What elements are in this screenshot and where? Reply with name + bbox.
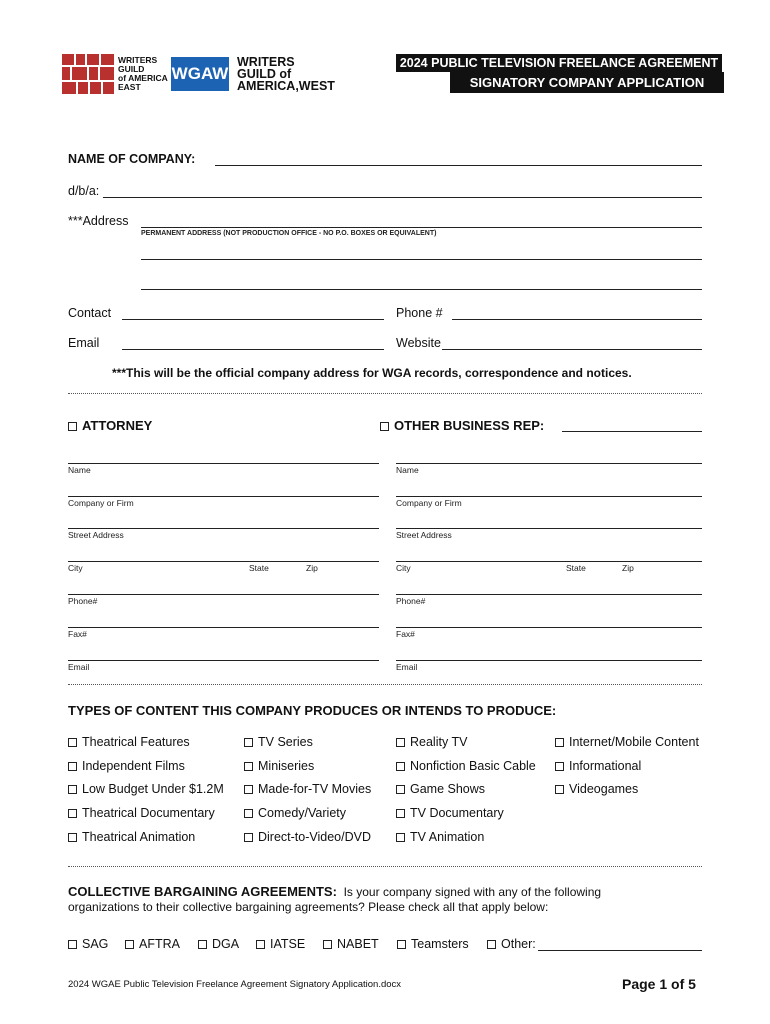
dba-field[interactable]: [103, 197, 702, 198]
content-option[interactable]: Made-for-TV Movies: [244, 782, 371, 796]
email-label: Email: [68, 336, 100, 350]
rep-state-label: State: [566, 563, 586, 573]
content-option[interactable]: Videogames: [555, 782, 638, 796]
attorney-fax-label: Fax#: [68, 629, 87, 639]
rep-firm-field[interactable]: [396, 496, 702, 497]
checkbox-icon[interactable]: [555, 785, 564, 794]
rep-email-field[interactable]: [396, 660, 702, 661]
rep-name-field[interactable]: [396, 463, 702, 464]
attorney-firm-label: Company or Firm: [68, 498, 134, 508]
wgaw-logo-text: WRITERS GUILD of AMERICA,WEST: [237, 55, 335, 93]
cba-option-nabet[interactable]: NABET: [323, 937, 379, 951]
content-option[interactable]: Internet/Mobile Content: [555, 735, 699, 749]
address-note: PERMANENT ADDRESS (NOT PRODUCTION OFFICE - NO P.O. BOXES OR EQUIVALENT): [141, 230, 437, 237]
wgae-logo-text: WRITERS GUILD of AMERICA EAST: [118, 55, 168, 92]
content-option[interactable]: TV Animation: [396, 830, 484, 844]
checkbox-icon[interactable]: [68, 940, 77, 949]
checkbox-icon[interactable]: [323, 940, 332, 949]
checkbox-icon[interactable]: [198, 940, 207, 949]
divider: [68, 684, 702, 685]
attorney-heading: ATTORNEY: [68, 418, 152, 433]
checkbox-icon[interactable]: [244, 738, 253, 747]
contact-label: Contact: [68, 306, 112, 320]
checkbox-icon[interactable]: [125, 940, 134, 949]
wgaw-logo-badge: WGAW: [171, 57, 229, 91]
address-field-2[interactable]: [141, 259, 702, 260]
checkbox-icon[interactable]: [244, 809, 253, 818]
content-option[interactable]: Reality TV: [396, 735, 467, 749]
rep-city-field[interactable]: [396, 561, 702, 562]
content-option[interactable]: TV Series: [244, 735, 313, 749]
rep-city-label: City: [396, 563, 411, 573]
attorney-street-field[interactable]: [68, 528, 379, 529]
content-option[interactable]: Low Budget Under $1.2M: [68, 782, 224, 796]
content-option[interactable]: Miniseries: [244, 759, 314, 773]
content-option[interactable]: Comedy/Variety: [244, 806, 346, 820]
phone-label: Phone #: [396, 306, 443, 320]
attorney-name-label: Name: [68, 465, 91, 475]
content-option[interactable]: Theatrical Documentary: [68, 806, 215, 820]
checkbox-icon[interactable]: [396, 738, 405, 747]
attorney-checkbox[interactable]: [68, 422, 77, 431]
title-line-2: SIGNATORY COMPANY APPLICATION: [450, 72, 724, 93]
content-types-heading: TYPES OF CONTENT THIS COMPANY PRODUCES OR INTENDS TO PRODUCE:: [68, 703, 557, 718]
rep-phone-field[interactable]: [396, 594, 702, 595]
company-name-field[interactable]: [215, 165, 702, 166]
attorney-city-label: City: [68, 563, 83, 573]
content-option[interactable]: Game Shows: [396, 782, 485, 796]
attorney-firm-field[interactable]: [68, 496, 379, 497]
attorney-phone-label: Phone#: [68, 596, 98, 606]
cba-option-teamsters[interactable]: Teamsters: [397, 937, 469, 951]
checkbox-icon[interactable]: [68, 785, 77, 794]
checkbox-icon[interactable]: [68, 738, 77, 747]
rep-street-label: Street Address: [396, 530, 452, 540]
checkbox-icon[interactable]: [555, 738, 564, 747]
attorney-street-label: Street Address: [68, 530, 124, 540]
rep-fax-label: Fax#: [396, 629, 415, 639]
attorney-email-label: Email: [68, 662, 90, 672]
official-address-note: ***This will be the official company address for WGA records, correspondence and notices.: [112, 366, 632, 380]
content-option[interactable]: Theatrical Features: [68, 735, 190, 749]
content-option[interactable]: Independent Films: [68, 759, 185, 773]
checkbox-icon[interactable]: [555, 762, 564, 771]
checkbox-icon[interactable]: [256, 940, 265, 949]
page-number: Page 1 of 5: [622, 976, 696, 992]
checkbox-icon[interactable]: [68, 833, 77, 842]
checkbox-icon[interactable]: [68, 809, 77, 818]
checkbox-icon[interactable]: [396, 762, 405, 771]
checkbox-icon[interactable]: [396, 833, 405, 842]
checkbox-icon[interactable]: [396, 809, 405, 818]
attorney-zip-label: Zip: [306, 563, 318, 573]
divider: [68, 866, 702, 867]
checkbox-icon[interactable]: [68, 762, 77, 771]
rep-street-field[interactable]: [396, 528, 702, 529]
attorney-email-field[interactable]: [68, 660, 379, 661]
attorney-state-label: State: [249, 563, 269, 573]
rep-zip-label: Zip: [622, 563, 634, 573]
address-field-1[interactable]: [141, 227, 702, 228]
website-label: Website: [396, 336, 441, 350]
company-name-label: NAME OF COMPANY:: [68, 152, 196, 166]
cba-option-other[interactable]: Other:: [487, 937, 536, 951]
dba-label: d/b/a:: [68, 184, 100, 198]
cba-text-line-2: organizations to their collective bargaining agreements? Please check all that apply below:: [68, 900, 549, 914]
cba-option-sag[interactable]: SAG: [68, 937, 108, 951]
email-field[interactable]: [122, 349, 384, 350]
address-field-3[interactable]: [141, 289, 702, 290]
rep-firm-label: Company or Firm: [396, 498, 462, 508]
checkbox-icon[interactable]: [244, 785, 253, 794]
content-option[interactable]: Nonfiction Basic Cable: [396, 759, 536, 773]
content-option[interactable]: TV Documentary: [396, 806, 504, 820]
address-label: ***Address: [68, 214, 129, 228]
content-option[interactable]: Theatrical Animation: [68, 830, 195, 844]
checkbox-icon[interactable]: [396, 785, 405, 794]
phone-field[interactable]: [452, 319, 702, 320]
attorney-phone-field[interactable]: [68, 594, 379, 595]
checkbox-icon[interactable]: [487, 940, 496, 949]
cba-other-field[interactable]: [538, 950, 702, 951]
cba-option-aftra[interactable]: AFTRA: [125, 937, 180, 951]
attorney-fax-field[interactable]: [68, 627, 379, 628]
content-option[interactable]: Informational: [555, 759, 641, 773]
divider: [68, 393, 702, 394]
checkbox-icon[interactable]: [244, 762, 253, 771]
cba-text-line-1: COLLECTIVE BARGAINING AGREEMENTS: Is your company signed with any of the following: [68, 884, 602, 899]
content-option[interactable]: Direct-to-Video/DVD: [244, 830, 371, 844]
footer-filename: 2024 WGAE Public Television Freelance Agreement Signatory Application.docx: [68, 979, 402, 990]
cba-option-dga[interactable]: DGA: [198, 937, 239, 951]
title-line-1: 2024 PUBLIC TELEVISION FREELANCE AGREEMENT: [396, 54, 722, 72]
attorney-city-field[interactable]: [68, 561, 379, 562]
other-rep-checkbox[interactable]: [380, 422, 389, 431]
checkbox-icon[interactable]: [397, 940, 406, 949]
rep-phone-label: Phone#: [396, 596, 426, 606]
website-field[interactable]: [442, 349, 702, 350]
other-rep-heading: OTHER BUSINESS REP:: [380, 418, 544, 433]
attorney-name-field[interactable]: [68, 463, 379, 464]
contact-field[interactable]: [122, 319, 384, 320]
checkbox-icon[interactable]: [244, 833, 253, 842]
other-rep-type-field[interactable]: [562, 431, 702, 432]
cba-option-iatse[interactable]: IATSE: [256, 937, 305, 951]
rep-name-label: Name: [396, 465, 419, 475]
wgae-logo-mark: [62, 54, 114, 94]
rep-fax-field[interactable]: [396, 627, 702, 628]
rep-email-label: Email: [396, 662, 418, 672]
